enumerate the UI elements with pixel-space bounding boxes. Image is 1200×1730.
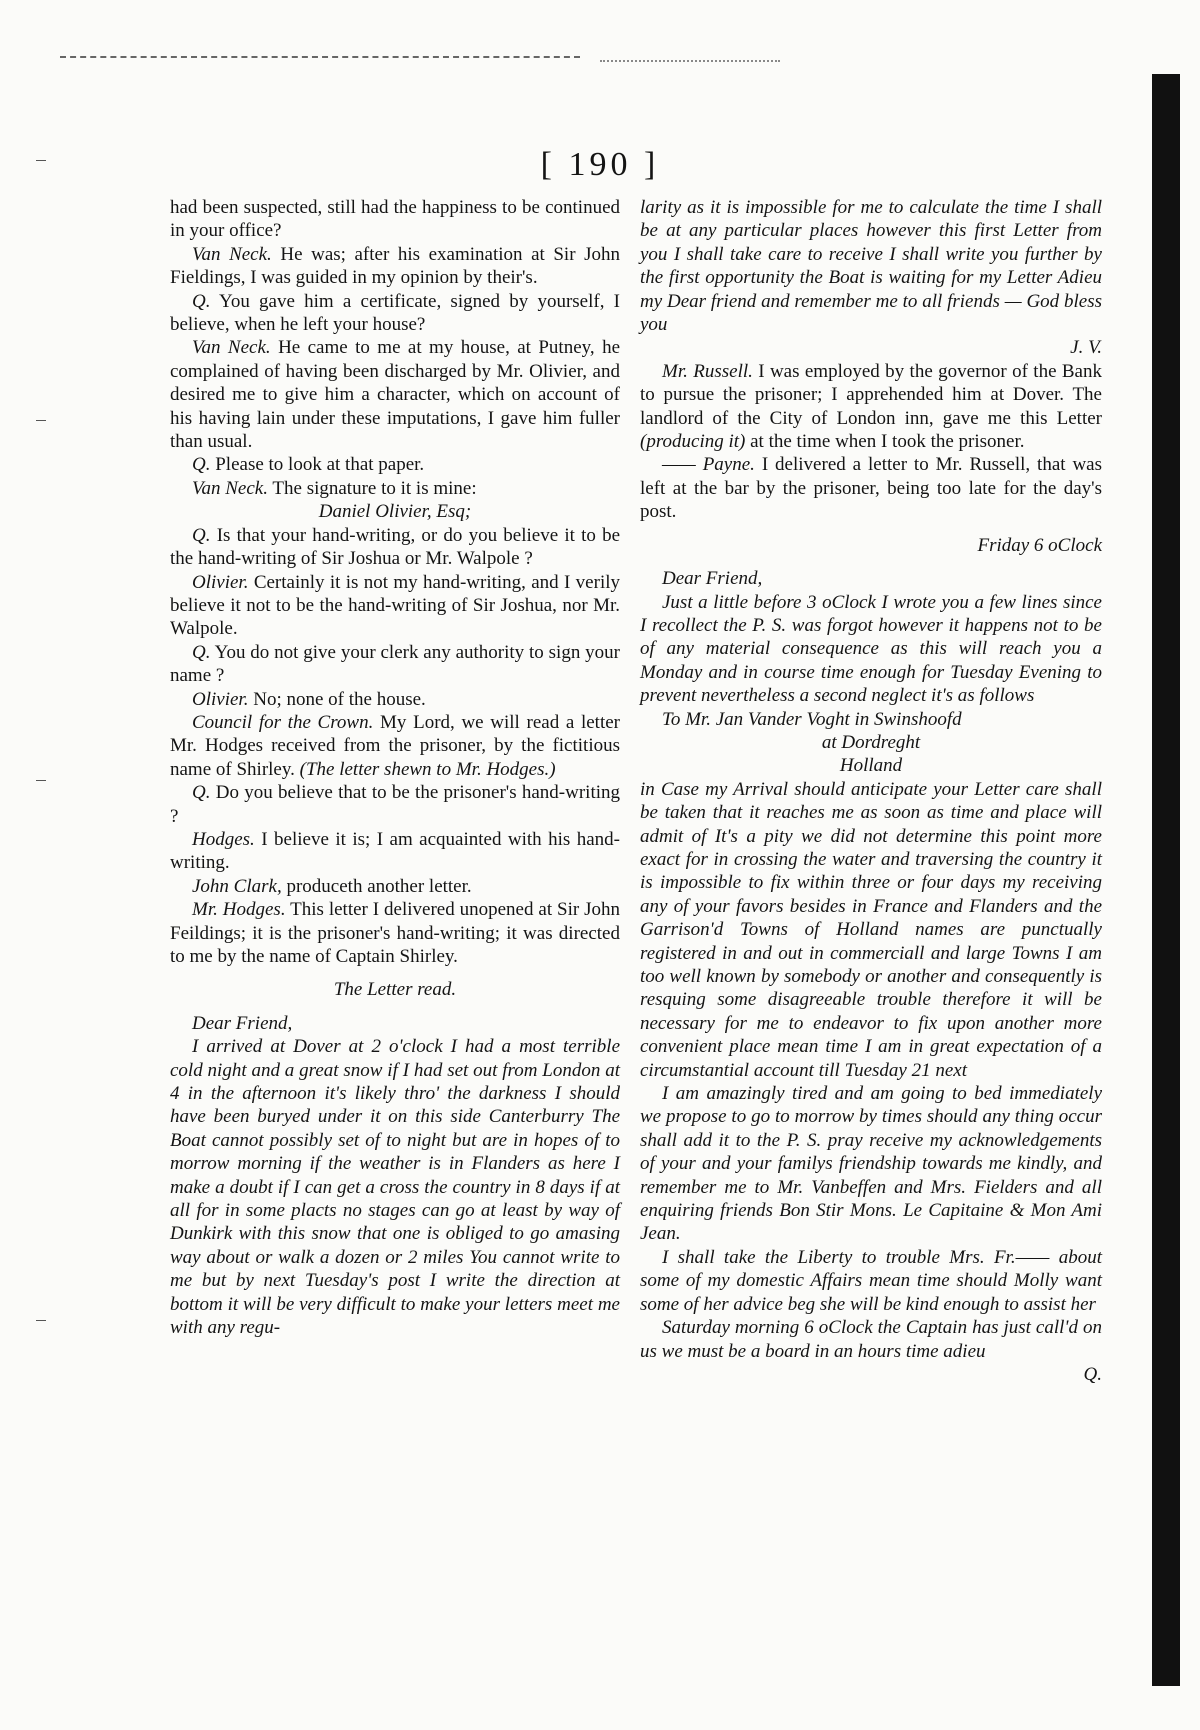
question-text: Please to look at that paper. [215,454,425,476]
testimony [170,336,620,453]
left-column [170,196,620,1340]
testimony [170,711,620,781]
catchword: Q. [1083,1363,1102,1385]
testimony-text: This letter I delivered unopened at Sir John Feildings; it is the prisoner's hand-writing; it was directed to me by the name of Captain Shirley. [170,899,620,967]
testimony [170,571,620,641]
testimony-text: I was employed by the governor of the Bank to pursue the prisoner; I apprehended him at Dover. The landlord of the City of London inn, gave me this Letter [640,360,1102,429]
speaker: Olivier. [192,688,249,710]
speaker: Mr. Russell. [662,360,753,382]
letter-body: Just a little before 3 oClock I wrote you a few lines since I recollect the P. S. was forgot however it happens not to be of any material consequence as this will reach you a Monday and in course time enough for Tuesday Evening to prevent nevertheless a second neglect it's as follows [640,591,1102,707]
letter-body: larity as it is impossible for me to calculate the time I shall be at any particular places however this first Letter from you I shall take care to receive I shall write you further by the first opportunity the Boat is waiting for my Letter Adieu my Dear friend and remember me to all friends — God bless you [640,197,1102,336]
scan-edge-mark [36,1320,46,1321]
testimony [170,477,620,500]
testimony [170,828,620,875]
letter-salutation: Dear Friend, [662,568,763,590]
speaker: Van Neck. [192,477,268,499]
right-column [640,196,1102,1386]
scan-border-top-2 [600,60,780,62]
testimony-text: I believe it is; I am acquainted with his hand-writing. [170,828,621,874]
letter-body: I arrived at Dover at 2 o'clock I had a most terrible cold night and a great snow if I had set out from London at 4 in the afternoon it's likely thro' the darkness I should have been buryed under it on this side Canterburry The Boat cannot possibly set of to night but are in hopes of to morrow morning if the weather is in Flanders as here I make a doubt if I can get a cross the country in 8 days if at all for in some placts no stages can go at least by way of Dunkirk with this snow that one is obliged to go amasing way about or walk a dozen or 2 miles You cannot write to me but by next Tuesday's post I write the direction at bottom it will be very difficult to make your letters meet me with any regu- [170,1036,620,1339]
letter-body: in Case my Arrival should anticipate your Letter care shall be taken that it reaches me as soon as time and place will admit of It's a pity we did not determine this point more exact for in crossing the water and traversing the country it is impossible to fix within three or four days my receiving any of your favors besides in France and Flanders and the Garrison'd Towns of Holland names are punctually registered in and out in commerciall and large Towns I am too well known by somebody or another and consequently is resquing some disagreeable trouble therefore it will be necessary for me to endeavor to fix upon another more convenient place mean time I am in great expectation of a circumstantial account till Tuesday 21 next [640,778,1102,1081]
speaker: John Clark, [192,875,282,897]
testimony-text: at the time when I took the prisoner. [750,431,1025,453]
testimony-text: Certainly it is not my hand-writing, and I verily believe it not to be the hand-writing of Sir Joshua, nor Mr. Walpole. [170,571,620,640]
speaker: Q. [192,454,211,476]
testimony [640,360,1102,454]
scan-edge-mark [36,420,46,421]
question [170,641,620,688]
testimony-text: He was; after his examination at Sir John Fieldings, I was guided in my opinion by their's. [170,243,620,289]
speaker: Q. [192,641,211,663]
question [170,524,620,571]
question-text: You gave him a certificate, signed by yourself, I believe, when he left your house? [170,290,620,336]
page-number: [ 190 ] [540,146,660,183]
testimony [170,688,620,711]
testimony [640,453,1102,523]
speaker: —— Payne. [662,454,755,476]
speaker: Q. [192,524,211,546]
scan-border-top [60,56,580,58]
letter-address: To Mr. Jan Vander Voght in Swinshoofd [662,708,962,730]
letter-salutation: Dear Friend, [192,1012,293,1034]
testimony-text: No; none of the house. [253,688,426,710]
letter-signature: J. V. [1070,337,1102,359]
letter-dateline: Friday 6 oClock [977,534,1102,556]
speaker: Q. [192,782,211,804]
testimony [170,898,620,968]
speaker: Q. [192,290,211,312]
speaker: Council for the Crown. [192,711,374,733]
scan-edge-mark [36,780,46,781]
question-text: Is that your hand-writing, or do you believe it to be the hand-writing of Sir Joshua or Mr. Walpole ? [170,524,621,570]
question [170,290,620,337]
scan-edge-shadow [1152,74,1180,1686]
speaker: Olivier. [192,571,249,593]
testimony [170,875,620,898]
signature-line: Daniel Olivier, Esq; [318,501,472,523]
stage-note: (The letter shewn to Mr. Hodges.) [299,758,556,780]
letter-address: Holland [839,755,903,777]
testimony-text: produceth another letter. [286,875,472,897]
letter-body: Saturday morning 6 oClock the Captain has just call'd on us we must be a board in an hours time adieu [640,1317,1102,1362]
testimony [170,243,620,290]
speaker: Hodges. [192,828,255,850]
speaker: Mr. Hodges. [192,899,286,921]
paragraph: had been suspected, still had the happiness to be continued in your office? [170,197,620,242]
letter-body: I shall take the Liberty to trouble Mrs. Fr.—— about some of my domestic Affairs mean time should Molly want some of her advice beg she will be kind enough to assist her [640,1246,1102,1315]
speaker: Van Neck. [192,337,271,359]
letter-address: at Dordreght [821,731,921,753]
question [170,453,620,476]
testimony-text: He came to me at my house, at Putney, he complained of having been discharged by Mr. Olivier, and desired me to give him a character, which on account of his having lain under these imputations, I gave him fuller than usual. [170,337,621,453]
letter-body: I am amazingly tired and am going to bed immediately we propose to go to morrow by times should any thing occur shall add it to the P. S. pray receive my acknowledgements of your and your familys friendship towards me kindly, and remember me to Mr. Vanbeffen and Mrs. Fielders and all enquiring friends Bon Stir Mons. Le Capitaine & Mon Ami Jean. [640,1083,1102,1245]
question-text: Do you believe that to be the prisoner's hand-writing ? [170,782,621,827]
stage-note: (producing it) [640,431,746,453]
testimony-text: I delivered a letter to Mr. Russell, that was left at the bar by the prisoner, being too late for the day's post. [640,454,1102,523]
question-text: You do not give your clerk any authority to sign your name ? [170,641,620,687]
section-heading: The Letter read. [333,979,457,1001]
question [170,781,620,828]
testimony-text: My Lord, we will read a letter Mr. Hodges received from the prisoner, by the fictitious name of Shirley. [170,711,620,780]
speaker: Van Neck. [192,243,272,265]
testimony-text: The signature to it is mine: [272,477,477,499]
